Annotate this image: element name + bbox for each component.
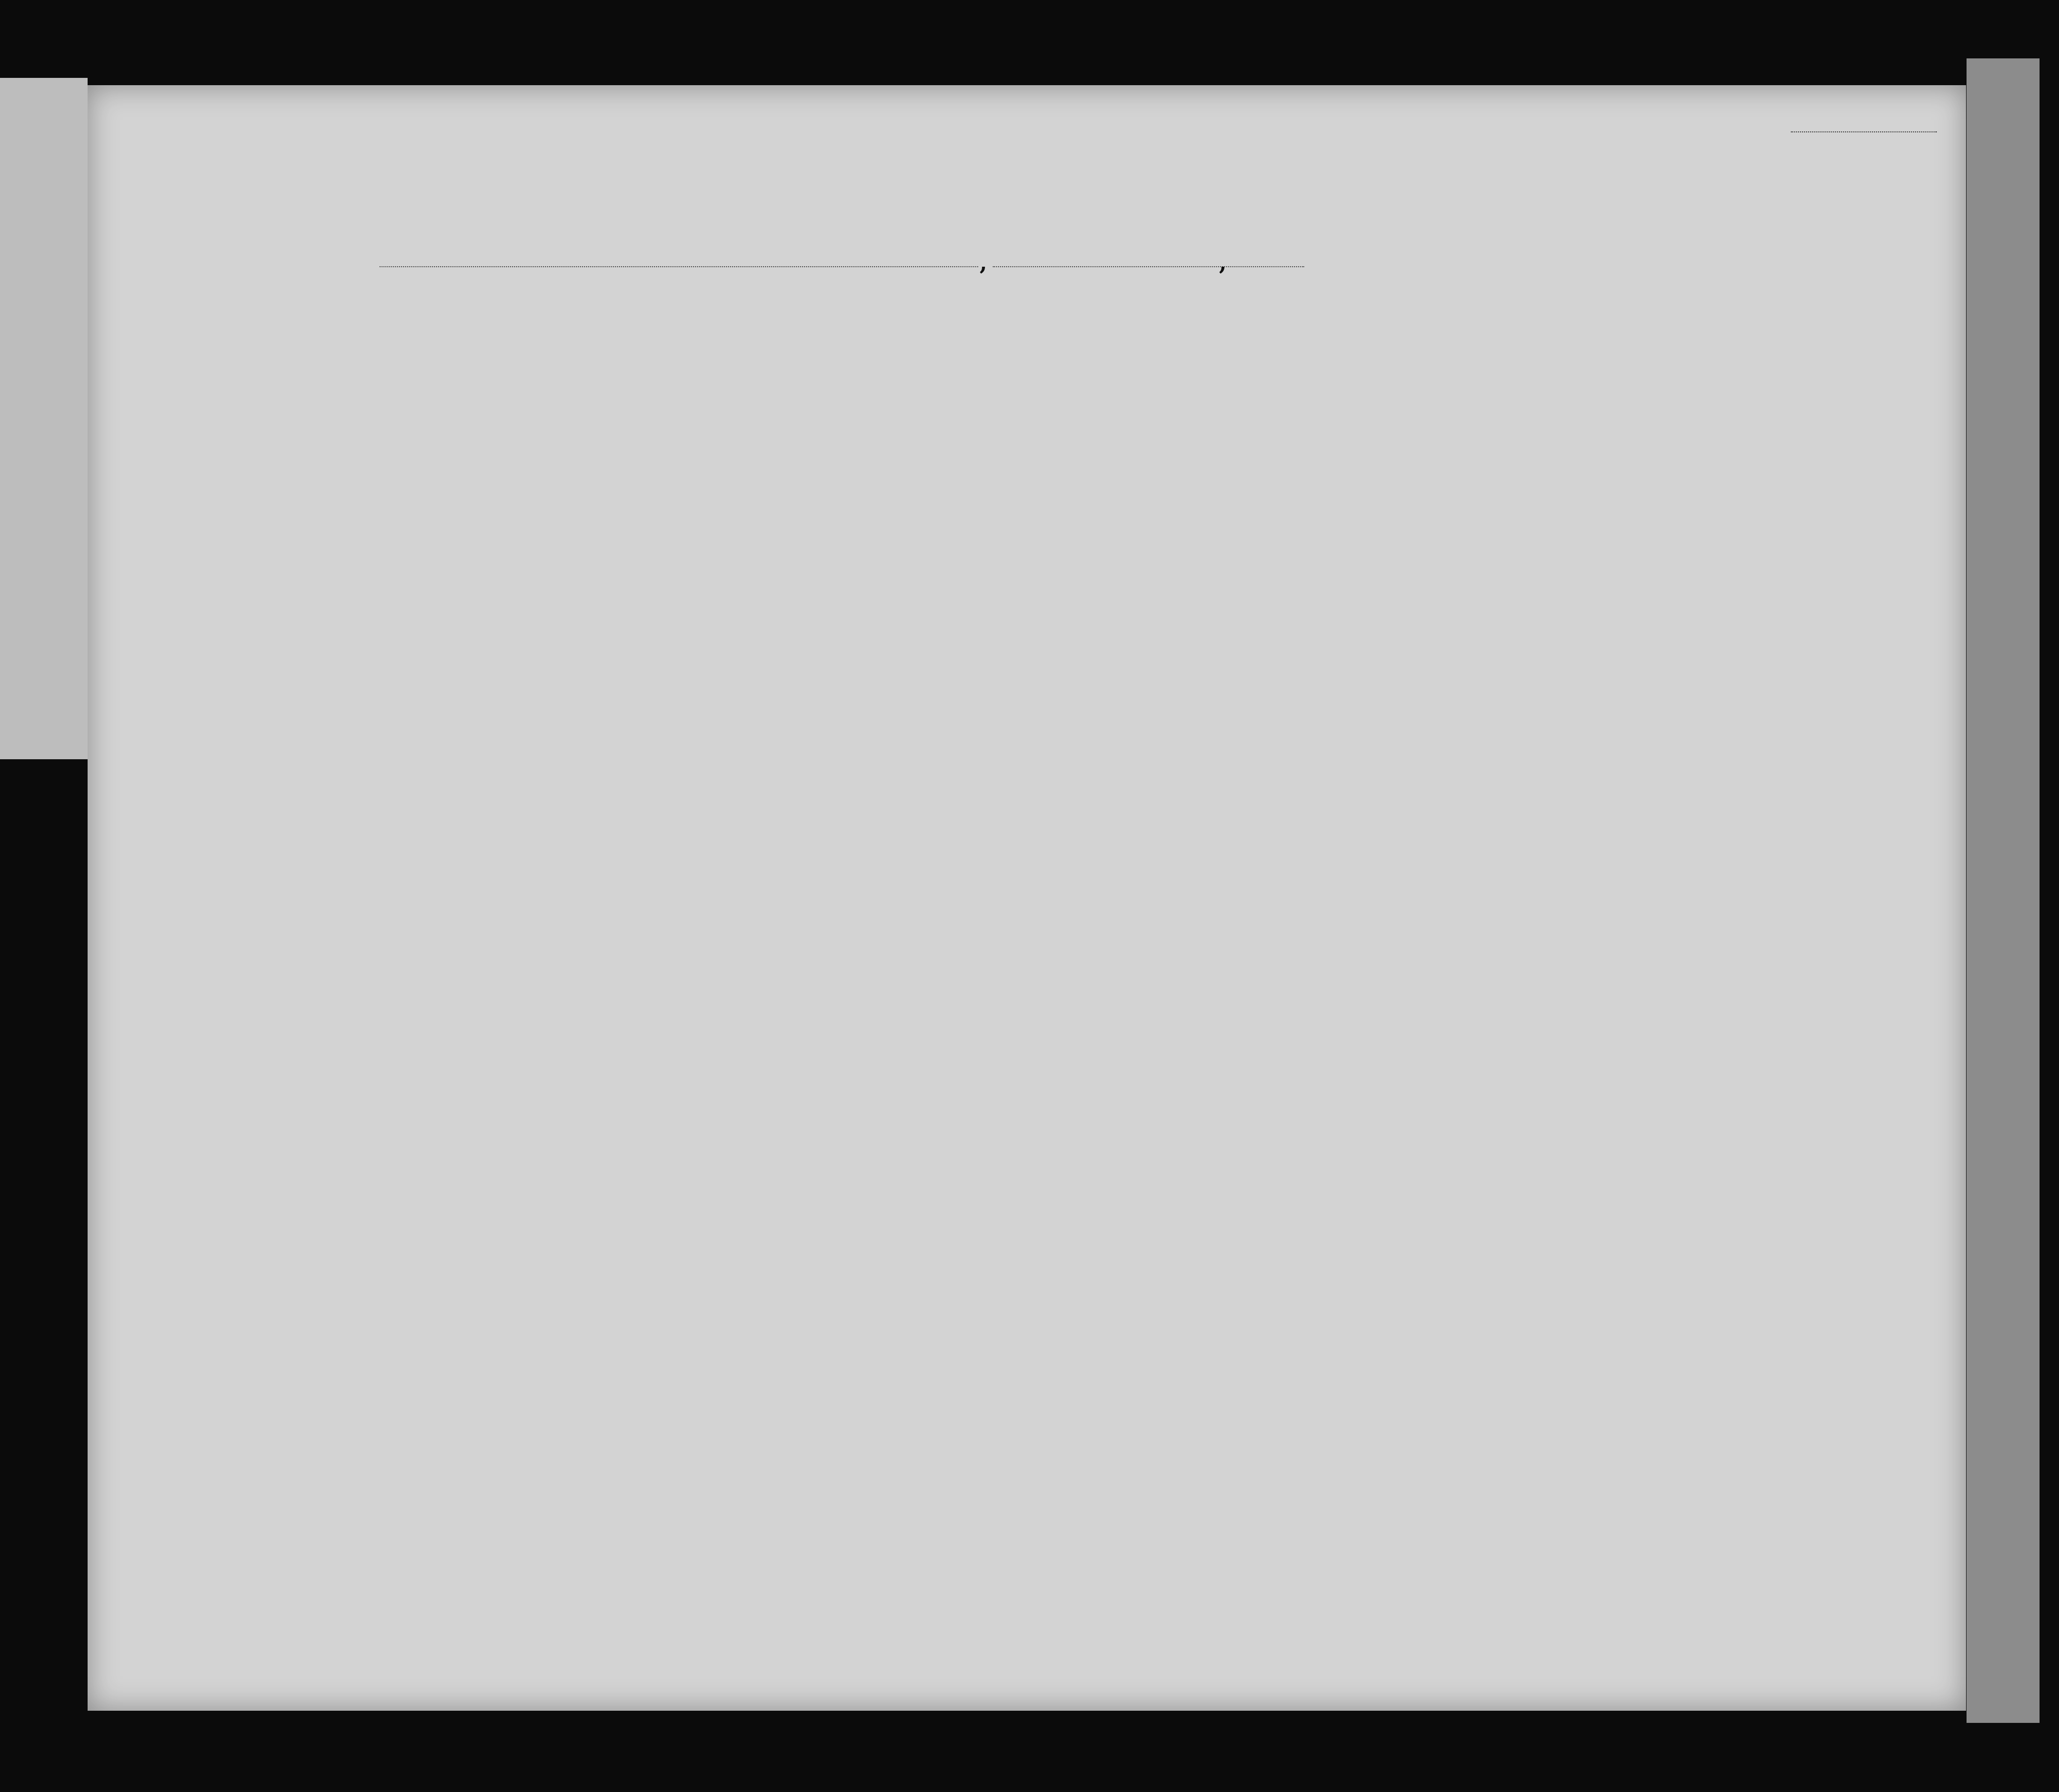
- hdr-overthrow: [1489, 343, 1528, 499]
- manifest-page: [88, 85, 1966, 1711]
- comma-1: ,: [980, 251, 987, 275]
- hdr-prison: [1403, 343, 1432, 499]
- hdr-ticket: [705, 367, 719, 484]
- hdr-possession: [827, 367, 847, 494]
- hdr-citizen: [1367, 343, 1397, 499]
- binding-edge: [1967, 58, 2040, 1723]
- adjacent-page-edge: [0, 78, 88, 759]
- hdr-labor: [1535, 343, 1574, 499]
- hdr-feet: [1740, 475, 1749, 504]
- hdr-polygamist: [1439, 343, 1454, 499]
- hdr-return: [1252, 343, 1286, 499]
- comma-2: ,: [1219, 251, 1227, 275]
- table-grid: [88, 85, 1966, 1711]
- hdr-anarchist: [1462, 343, 1477, 499]
- hdr-length: [1304, 343, 1333, 499]
- hdr-deported: [1586, 343, 1606, 499]
- hdr-inches: [1766, 475, 1775, 509]
